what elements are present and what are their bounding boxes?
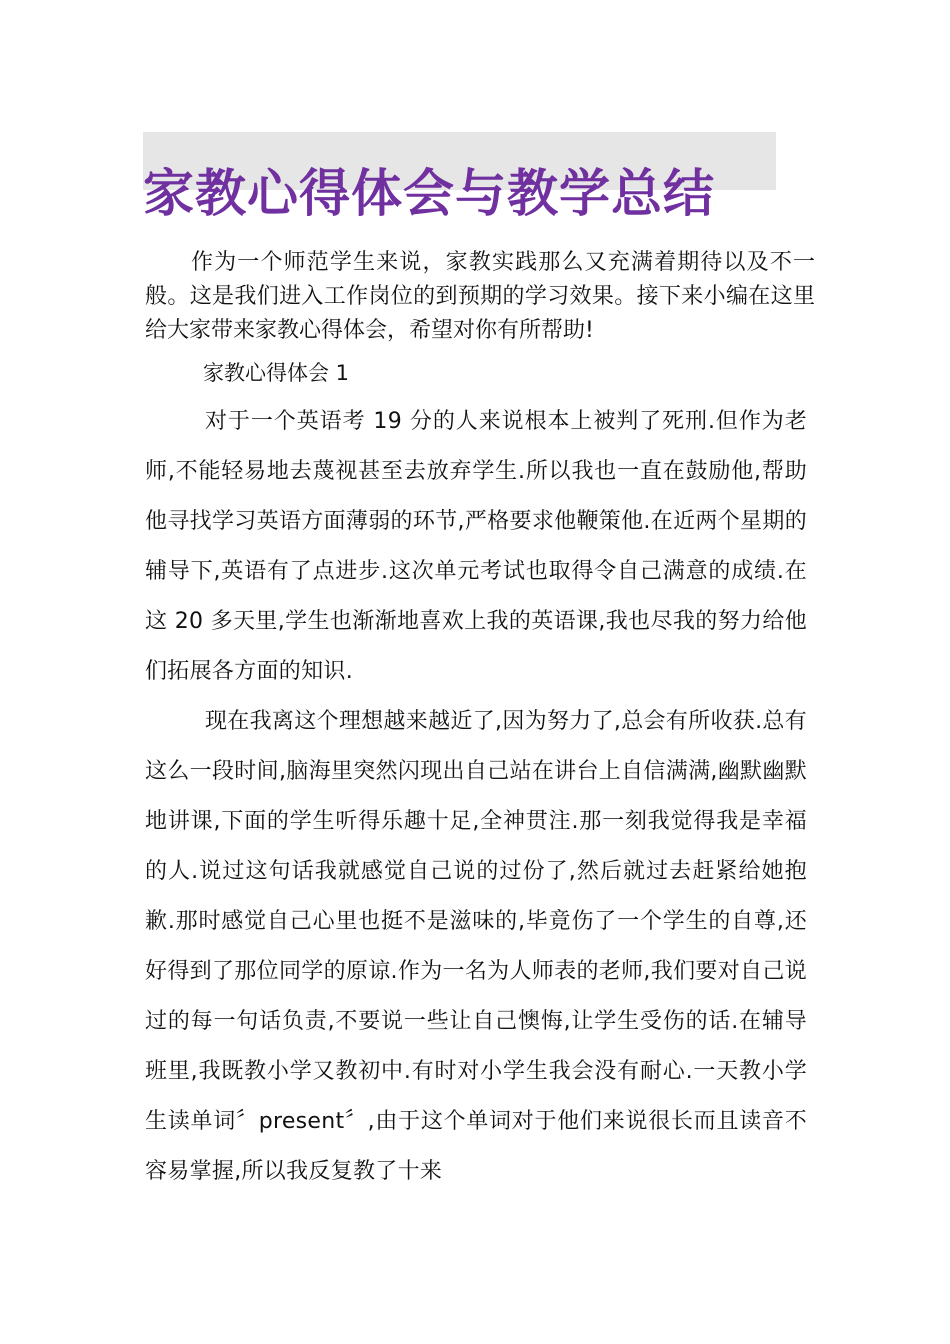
title-highlight — [143, 132, 776, 225]
body-paragraph: 对于一个英语考 19 分的人来说根本上被判了死刑.但作为老师,不能轻易地去蔑视甚至去放弃学生.所以我也一直在鼓励他,帮助他寻找学习英语方面薄弱的环节,严格要求他鞭策他.在近两个星期的辅导下,英语有了点进步.这次单元考试也取得令自己满意的成绩.在这 20 多天里,学生也渐渐地喜欢上我的英语课,我也尽我的努力给他们拓展各方面的知识. — [145, 409, 807, 684]
document-title: 家教心得体会与教学总结 — [143, 166, 716, 225]
body-paragraph: 现在我离这个理想越来越近了,因为努力了,总会有所收获.总有这么一段时间,脑海里突然闪现出自己站在讲台上自信满满,幽默幽默地讲课,下面的学生听得乐趣十足,全神贯注.那一刻我觉得我是幸福的人.说过这句话我就感觉自己说的过份了,然后就过去赶紧给她抱歉.那时感觉自己心里也挺不是滋味的,毕竟伤了一个学生的自尊,还好得到了那位同学的原谅.作为一名为人师表的老师,我们要对自己说过的每一句话负责,不要说一些让自己懊悔,让学生受伤的话.在辅导班里,我既教小学又教初中.有时对小学生我会没有耐心.一天教小学生读单词〞present〞,由于这个单词对于他们来说很长而且读音不容易掌握,所以我反复教了十来 — [145, 709, 808, 1184]
intro-paragraph: 作为一个师范学生来说，家教实践那么又充满着期待以及不一般。这是我们进入工作岗位的到预期的学习效果。接下来小编在这里给大家带来家教心得体会，希望对你有所帮助! — [145, 250, 815, 343]
section-heading: 家教心得体会 1 — [203, 361, 350, 385]
